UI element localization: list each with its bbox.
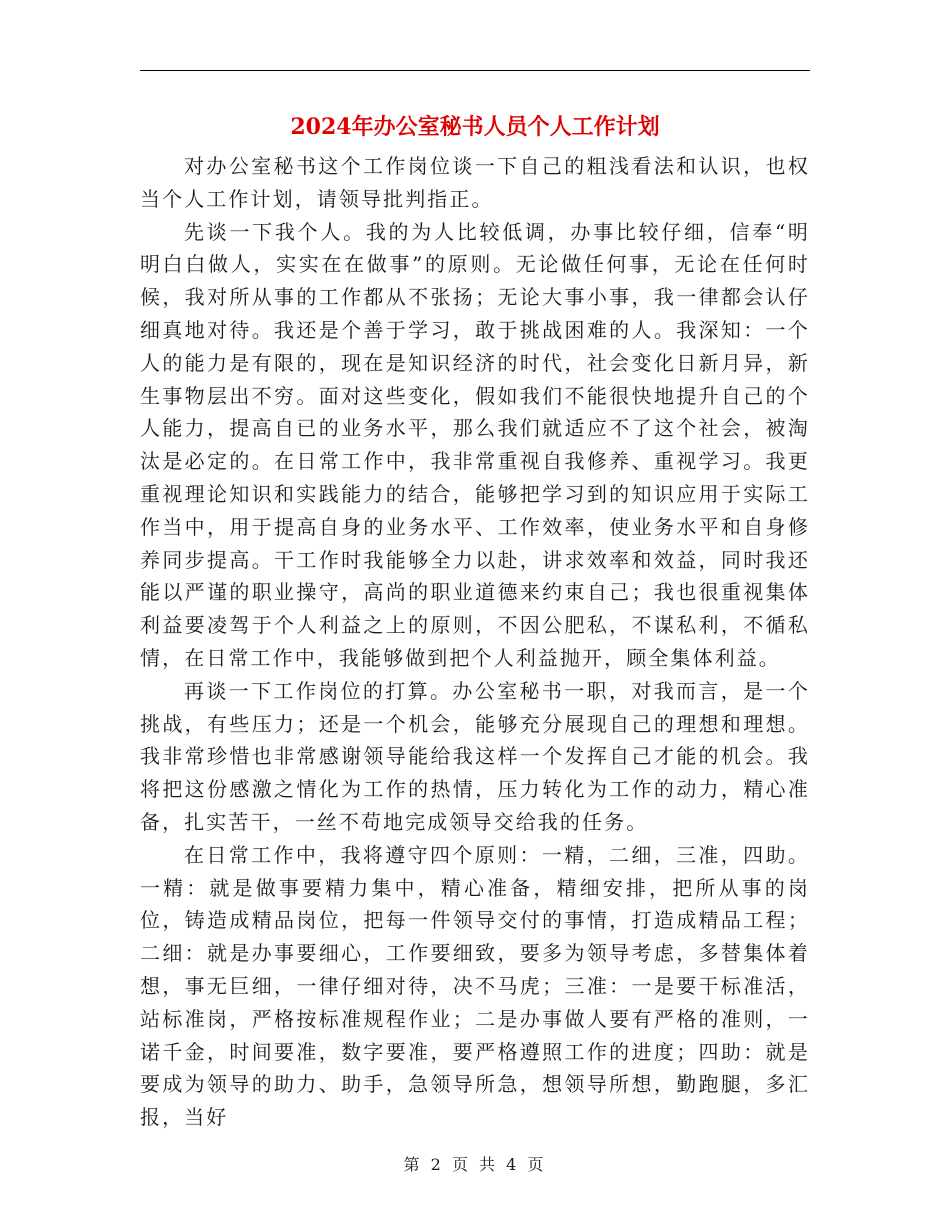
page-number: 第 2 页 共 4 页 [403,1155,547,1174]
paragraph-job-plan: 再谈一下工作岗位的打算。办公室秘书一职，对我而言，是一个挑战，有些压力；还是一个机会，能够充分展现自己的理想和理想。我非常珍惜也非常感谢领导能给我这样一个发挥自己才能的机会。我将把这份感激之情化为工作的热情，压力转化为工作的动力，精心准备，扎实苦干，一丝不苟地完成领导交给我的任务。 [140,678,810,834]
paragraph-self-introduction: 先谈一下我个人。我的为人比较低调，办事比较仔细，信奉“明明白白做人，实实在在做事”的原则。无论做任何事，无论在任何时候，我对所从事的工作都从不张扬；无论大事小事，我一律都会认仔细真地对待。我还是个善于学习，敢于挑战困难的人。我深知：一个人的能力是有限的，现在是知识经济的时代，社会变化日新月异，新生事物层出不穷。面对这些变化，假如我们不能很快地提升自己的个人能力，提高自已的业务水平，那么我们就适应不了这个社会，被淘汰是必定的。在日常工作中，我非常重视自我修养、重视学习。我更重视理论知识和实践能力的结合，能够把学习到的知识应用于实际工作当中，用于提高自身的业务水平、工作效率，使业务水平和自身修养同步提高。干工作时我能够全力以赴，讲求效率和效益，同时我还能以严谨的职业操守，高尚的职业道德来约束自己；我也很重视集体利益要凌驾于个人利益之上的原则，不因公肥私，不谋私利，不循私情，在日常工作中，我能够做到把个人利益抛开，顾全集体利益。 [140,219,810,670]
paragraph-intro: 对办公室秘书这个工作岗位谈一下自己的粗浅看法和认识，也权当个人工作计划，请领导批判指正。 [140,154,810,211]
paragraph-four-principles: 在日常工作中，我将遵守四个原则：一精，二细，三准，四助。一精：就是做事要精力集中，精心准备，精细安排，把所从事的岗位，铸造成精品岗位，把每一件领导交付的事情，打造成精品工程；二细：就是办事要细心，工作要细致，要多为领导考虑，多替集体着想，事无巨细，一律仔细对待，决不马虎；三准：一是要干标准活，站标准岗，严格按标准规程作业；二是办事做人要有严格的准则，一诺千金，时间要准，数字要准，要严格遵照工作的进度；四助：就是要成为领导的助力、助手，急领导所急，想领导所想，勤跑腿，多汇报，当好 [140,842,810,1130]
document-body [140,150,810,1134]
header-rule [140,70,810,71]
document-title: 2024年办公室秘书人员个人工作计划 [290,114,660,140]
